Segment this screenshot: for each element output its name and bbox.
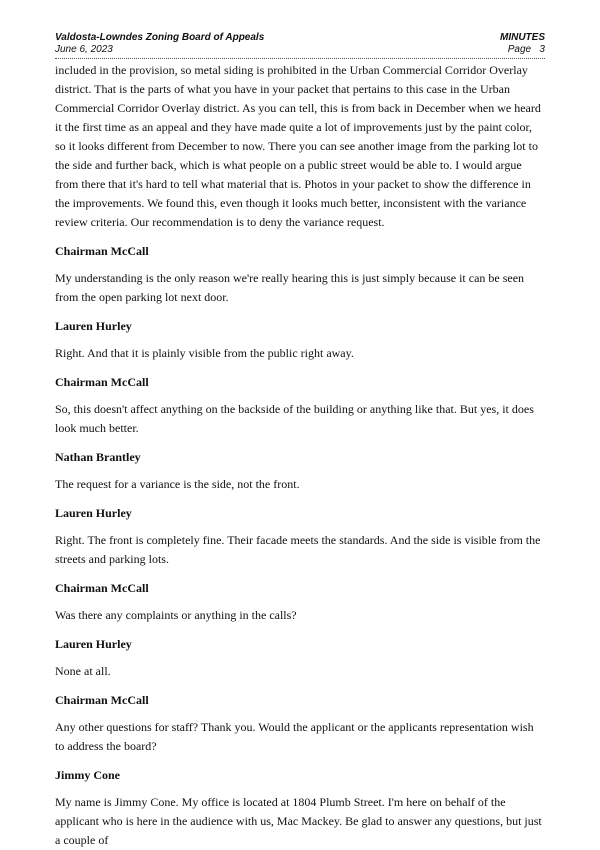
speech-paragraph: Any other questions for staff? Thank you. Would the applicant or the applicants representation wish to address the board? bbox=[55, 720, 534, 753]
speaker-name: Lauren Hurley bbox=[55, 506, 132, 520]
speaker-name: Lauren Hurley bbox=[55, 637, 132, 651]
header-org: Valdosta-Lowndes Zoning Board of Appeals bbox=[55, 32, 265, 43]
speech-paragraph: The request for a variance is the side, not the front. bbox=[55, 477, 300, 491]
speech-paragraph: None at all. bbox=[55, 664, 111, 678]
speech-paragraph: included in the provision, so metal siding is prohibited in the Urban Commercial Corridor Overlay district. That is the parts of what you have in your packet that pertains to this case in the Urban Commercial Corridor Overlay district. As you can tell, this is from back in December when we heard it the first time as an appeal and they have made quite a lot of improvements just by the paint color, so it looks different from December to now. There you can see another image from the parking lot to the side and further back, which is what people on a public street would be able to. I would argue from there that it's hard to tell what material that is. Photos in your packet to show the difference in the improvements. We found this, even though it looks much better, inconsistent with the variance review criteria. Our recommendation is to deny the variance request. bbox=[55, 63, 541, 229]
speaker-name: Nathan Brantley bbox=[55, 450, 141, 464]
page-header bbox=[55, 32, 545, 56]
speaker-name: Jimmy Cone bbox=[55, 768, 120, 782]
speech-paragraph: My name is Jimmy Cone. My office is located at 1804 Plumb Street. I'm here on behalf of the applicant who is here in the audience with us, Mac Mackey. Be glad to answer any questions, but just a couple of bbox=[55, 795, 542, 847]
speaker-name: Lauren Hurley bbox=[55, 319, 132, 333]
speech-paragraph: Right. And that it is plainly visible from the public right away. bbox=[55, 346, 354, 360]
transcript-body bbox=[55, 61, 545, 850]
speech-paragraph: Right. The front is completely fine. Their facade meets the standards. And the side is visible from the streets and parking lots. bbox=[55, 533, 541, 566]
header-divider bbox=[55, 58, 545, 59]
header-doc-type: MINUTES bbox=[500, 32, 545, 43]
header-right bbox=[500, 32, 545, 56]
speaker-name: Chairman McCall bbox=[55, 375, 149, 389]
speech-paragraph: So, this doesn't affect anything on the backside of the building or anything like that. But yes, it does look much better. bbox=[55, 402, 534, 435]
speaker-name: Chairman McCall bbox=[55, 244, 149, 258]
header-left bbox=[55, 32, 264, 56]
speech-paragraph: Was there any complaints or anything in the calls? bbox=[55, 608, 297, 622]
header-date: June 6, 2023 bbox=[55, 44, 113, 55]
speaker-name: Chairman McCall bbox=[55, 581, 149, 595]
speaker-name: Chairman McCall bbox=[55, 693, 149, 707]
header-page-number: Page 3 bbox=[507, 44, 545, 55]
speech-paragraph: My understanding is the only reason we're really hearing this is just simply because it can be seen from the open parking lot next door. bbox=[55, 271, 525, 304]
